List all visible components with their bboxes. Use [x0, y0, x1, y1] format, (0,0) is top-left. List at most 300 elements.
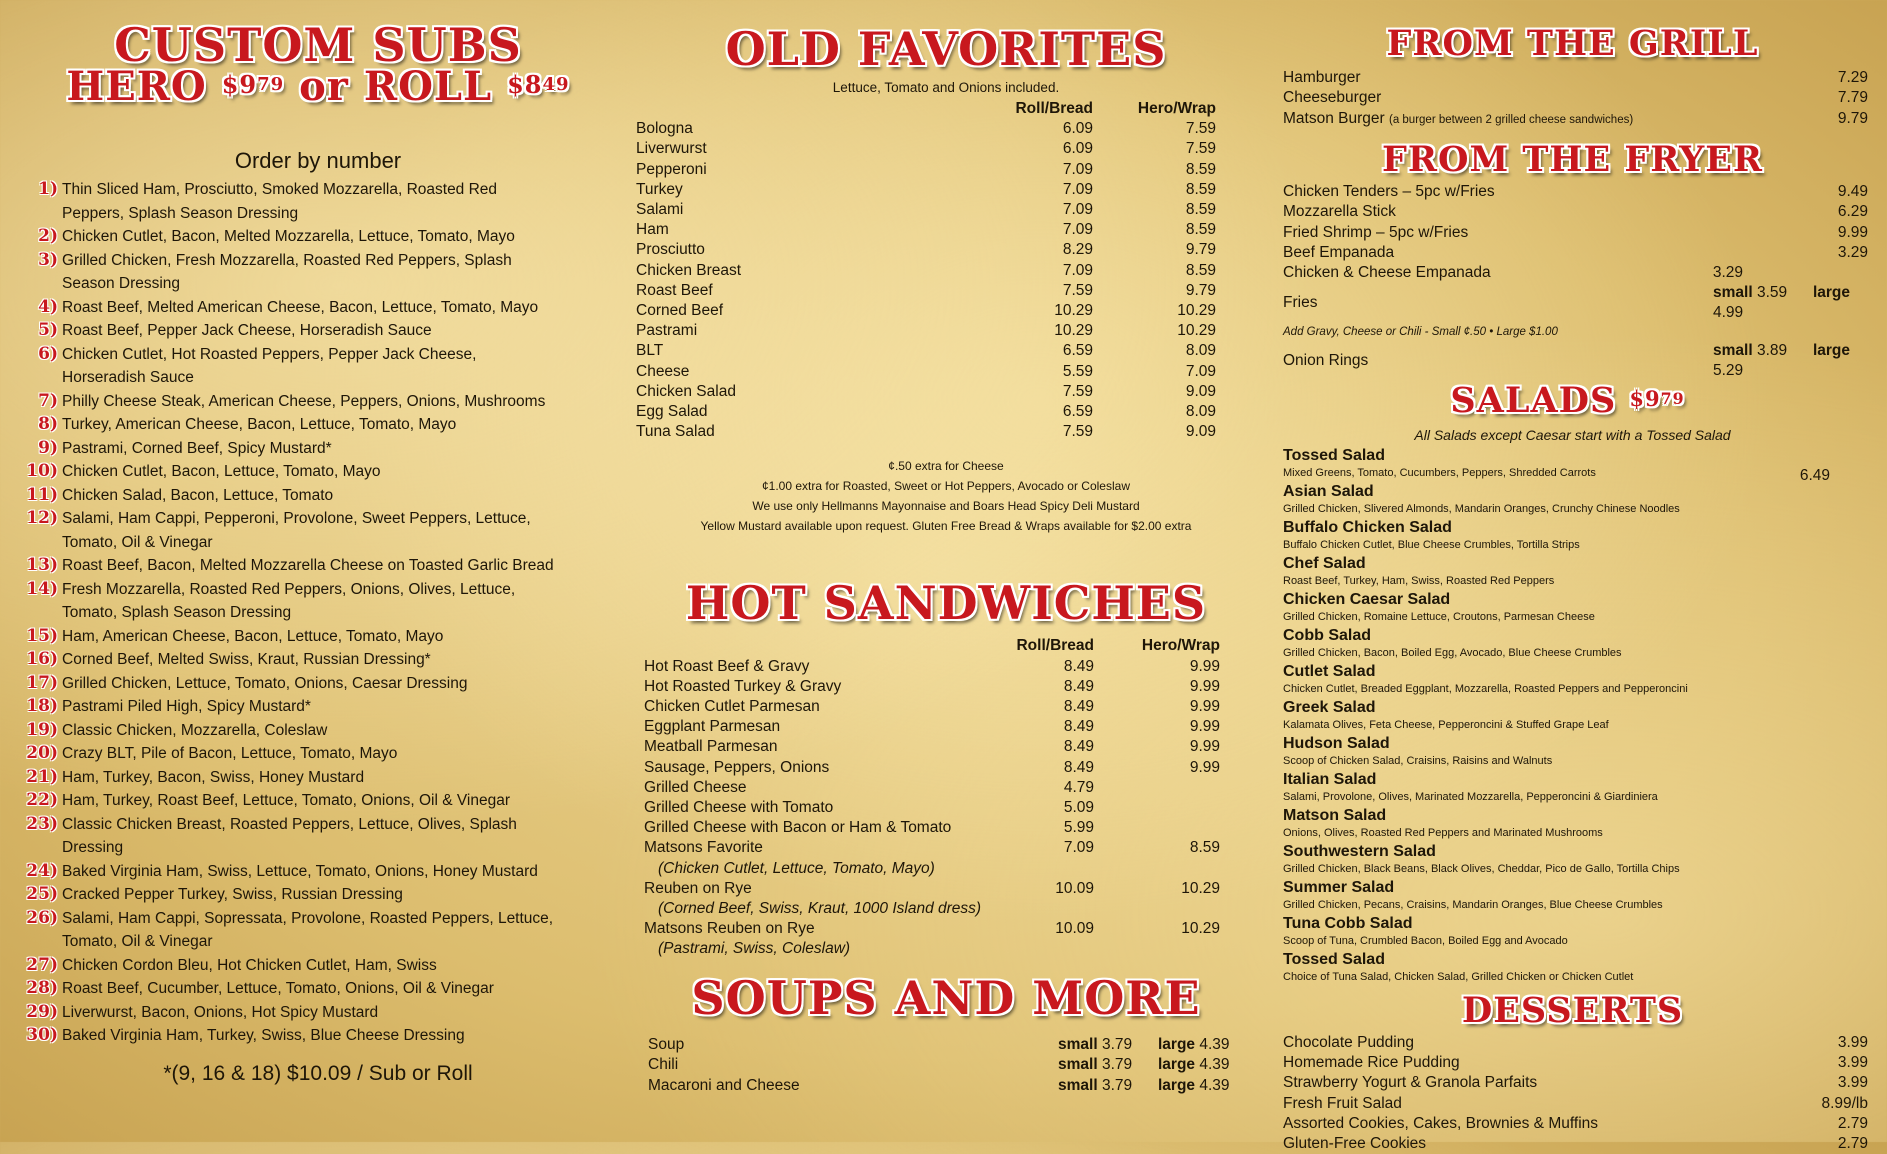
item-name: Salami — [636, 201, 684, 219]
sub-number: 24) — [26, 860, 58, 881]
roll-price: 8.49 — [1063, 698, 1094, 716]
soup-row — [648, 1035, 1248, 1055]
sub-item — [18, 319, 618, 343]
fryer-row — [1283, 243, 1868, 263]
salad-description: Salami, Provolone, Olives, Marinated Mozzarella, Pepperoncini & Giardiniera — [1283, 791, 1658, 804]
salad-description: Grilled Chicken, Black Beans, Black Olives, Cheddar, Pico de Gallo, Tortilla Chips — [1283, 863, 1680, 876]
sub-item — [18, 883, 618, 907]
salads-title: SALADS — [1450, 380, 1617, 422]
sub-item — [18, 1001, 618, 1025]
sub-number: 5) — [38, 320, 58, 340]
sub-item — [18, 507, 618, 554]
sub-number: 10) — [26, 461, 58, 481]
sub-number: 17) — [26, 672, 58, 693]
custom-subs-title: CUSTOM SUBS — [114, 18, 522, 72]
sub-item — [18, 695, 618, 719]
old-favorite-row — [636, 220, 1256, 240]
old-favorites-subtitle: Lettuce, Tomato and Onions included. — [832, 80, 1060, 95]
sub-item — [18, 460, 618, 484]
item-ingredients: (Corned Beef, Swiss, Kraut, 1000 Island dress) — [658, 899, 982, 917]
old-favorite-row — [636, 362, 1256, 382]
salad-name: Greek Salad — [1283, 699, 1376, 717]
fries-addon-note: Add Gravy, Cheese or Chili - Small ¢.50 • Large $1.00 — [1283, 325, 1558, 338]
sub-description: Roast Beef, Pepper Jack Cheese, Horseradish Sauce — [62, 322, 432, 339]
old-favorite-row — [636, 160, 1256, 180]
or-label: or — [299, 63, 349, 110]
sub-number: 9) — [38, 437, 58, 458]
hot-sandwich-row — [644, 919, 1256, 939]
hero-cents: 79 — [257, 74, 285, 95]
sub-number: 2) — [38, 226, 58, 246]
item-name: Strawberry Yogurt & Granola Parfaits — [1283, 1074, 1538, 1092]
sub-item — [18, 719, 618, 743]
item-name: Grilled Cheese with Tomato — [644, 799, 834, 817]
salad-item — [1283, 663, 1870, 699]
sub-number: 25) — [26, 884, 58, 904]
fryer-row — [1283, 263, 1868, 283]
old-favorite-row — [636, 261, 1256, 281]
item-price: 2.79 — [1837, 1135, 1868, 1153]
salad-item — [1283, 699, 1870, 735]
dessert-row — [1283, 1114, 1868, 1134]
fries-large-price: 4.99 — [1713, 304, 1744, 322]
old-favorite-row — [636, 301, 1256, 321]
item-name: Tuna Salad — [636, 423, 715, 441]
large-label: large — [1158, 1056, 1196, 1074]
order-by-number-label: Order by number — [234, 148, 402, 173]
item-name: Reuben on Rye — [644, 879, 752, 897]
sub-description: Roast Beef, Melted American Cheese, Bacon, Lettuce, Tomato, Mayo — [62, 298, 539, 316]
hot-sandwich-row — [644, 737, 1256, 757]
hero-price: 7.09 — [1185, 362, 1216, 380]
item-name: Pepperoni — [636, 160, 707, 178]
roll-price: 8.29 — [1062, 241, 1093, 259]
item-name: Chocolate Pudding — [1283, 1034, 1414, 1052]
salad-description: Scoop of Chicken Salad, Craisins, Raisins and Walnuts — [1283, 755, 1553, 768]
hot-sandwich-row — [644, 657, 1256, 677]
hero-price: 8.59 — [1185, 180, 1216, 198]
soup-row — [648, 1076, 1248, 1096]
hero-price: 8.59 — [1185, 261, 1216, 279]
item-price: 6.29 — [1837, 203, 1868, 221]
large-price: 4.39 — [1199, 1036, 1230, 1054]
salad-item — [1283, 591, 1870, 627]
sub-item — [18, 578, 618, 625]
item-price: 3.99 — [1837, 1054, 1868, 1072]
small-label: small — [1058, 1076, 1098, 1094]
roll-price: 8.49 — [1063, 758, 1094, 776]
sub-description: Philly Cheese Steak, American Cheese, Peppers, Onions, Mushrooms — [62, 392, 546, 410]
custom-subs-section — [18, 0, 618, 1142]
old-favorite-row — [636, 240, 1256, 260]
small-price-cell — [1058, 1035, 1158, 1055]
hero-price: 9.99 — [1189, 738, 1220, 756]
item-name: Fresh Fruit Salad — [1283, 1094, 1402, 1112]
sub-number: 27) — [26, 954, 58, 975]
large-price-cell — [1158, 1055, 1248, 1075]
sub-item — [18, 954, 618, 978]
large-price: 4.39 — [1199, 1076, 1230, 1094]
sub-number: 12) — [26, 508, 58, 528]
item-name: Chicken Breast — [636, 261, 742, 279]
dessert-row — [1283, 1053, 1868, 1073]
item-name: Ham — [636, 221, 669, 239]
hero-price: 8.09 — [1185, 403, 1216, 421]
salad-item — [1283, 627, 1870, 663]
sub-description: Corned Beef, Melted Swiss, Kraut, Russian Dressing* — [62, 651, 431, 668]
salad-description: Grilled Chicken, Pecans, Craisins, Mandarin Oranges, Blue Cheese Crumbles — [1283, 899, 1663, 912]
roll-price: 6.59 — [1062, 403, 1093, 421]
sub-item — [18, 907, 618, 954]
right-column — [1275, 0, 1870, 1153]
sub-item — [18, 672, 618, 696]
sub-number: 28) — [26, 978, 58, 998]
large-price: 4.39 — [1199, 1056, 1230, 1074]
item-price: 9.49 — [1837, 183, 1868, 201]
sub-number: 15) — [26, 625, 58, 646]
sub-number: 7) — [38, 390, 58, 411]
roll-price: 7.09 — [1062, 221, 1093, 239]
item-name: Chicken Salad — [636, 382, 736, 400]
grill-row — [1283, 68, 1868, 88]
sub-description: Roast Beef, Cucumber, Lettuce, Tomato, Onions, Oil & Vinegar — [62, 980, 494, 997]
item-name: Hot Roast Beef & Gravy — [644, 657, 810, 675]
sub-number: 8) — [38, 414, 58, 434]
salad-item — [1283, 519, 1870, 555]
fries-large-label: large — [1812, 284, 1851, 302]
hot-sandwich-subnote-row — [644, 939, 1256, 959]
hero-price — [1094, 778, 1220, 798]
roll-price: 7.09 — [1062, 160, 1093, 178]
roll-price: 7.09 — [1062, 180, 1093, 198]
sub-number: 22) — [26, 790, 58, 810]
roll-price: 8.49 — [1063, 677, 1094, 695]
sub-description: Ham, Turkey, Bacon, Swiss, Honey Mustard — [62, 768, 365, 786]
sub-number: 1) — [38, 179, 58, 199]
item-name: Matson Burger — [1283, 109, 1385, 127]
item-name: Homemade Rice Pudding — [1283, 1054, 1460, 1072]
old-favorites-table — [636, 99, 1256, 442]
item-price: 9.99 — [1837, 223, 1868, 241]
grill-title: FROM THE GRILL — [1386, 23, 1759, 64]
soups-title: SOUPS AND MORE — [691, 971, 1201, 1026]
item-name: Pastrami — [636, 322, 698, 340]
old-favorites-title: OLD FAVORITES — [725, 22, 1167, 76]
hero-price: 9.79 — [1185, 241, 1216, 259]
salad-item — [1283, 555, 1870, 591]
sub-item — [18, 860, 618, 884]
salad-description: Grilled Chicken, Romaine Lettuce, Croutons, Parmesan Cheese — [1283, 611, 1595, 624]
salad-item — [1283, 951, 1870, 987]
roll-price: 8.49 — [1063, 718, 1094, 736]
item-price: 7.79 — [1837, 89, 1868, 107]
item-name: BLT — [636, 342, 664, 360]
item-price: 7.29 — [1837, 69, 1868, 86]
sub-item — [18, 766, 618, 790]
roll-price: 10.29 — [1054, 322, 1093, 340]
hero-price: 9.09 — [1185, 382, 1216, 400]
item-name: Mozzarella Stick — [1283, 203, 1396, 221]
hero-label: HERO — [66, 63, 207, 110]
roll-price: 6.09 — [1062, 140, 1093, 158]
sub-item — [18, 789, 618, 813]
roll-price: 4.79 — [1063, 778, 1094, 796]
salad-description: Scoop of Tuna, Crumbled Bacon, Boiled Egg and Avocado — [1283, 935, 1568, 948]
hero-price — [1094, 818, 1220, 838]
dessert-row — [1283, 1073, 1868, 1093]
sub-item — [18, 742, 618, 766]
item-name: Fried Shrimp – 5pc w/Fries — [1283, 223, 1469, 241]
hero-price: 9.99 — [1189, 758, 1220, 776]
hero-price: 8.59 — [1185, 221, 1216, 239]
item-ingredients: (Pastrami, Swiss, Coleslaw) — [658, 940, 851, 958]
sub-description: Grilled Chicken, Fresh Mozzarella, Roasted Red Peppers, Splash Season Dressing — [62, 251, 512, 292]
small-label: small — [1058, 1056, 1098, 1074]
roll-price: 5.99 — [1063, 819, 1094, 837]
fries-label: Fries — [1283, 294, 1318, 312]
small-price: 3.79 — [1101, 1056, 1133, 1074]
fryer-table — [1283, 182, 1868, 381]
hero-price: 10.29 — [1177, 302, 1216, 320]
salad-description: Buffalo Chicken Cutlet, Blue Cheese Crumbles, Tortilla Strips — [1283, 539, 1580, 552]
item-name: Macaroni and Cheese — [648, 1076, 800, 1094]
hero-price: 8.59 — [1185, 160, 1216, 178]
rings-small-price: 3.89 — [1756, 341, 1788, 359]
onion-rings-row — [1283, 341, 1868, 381]
sub-description: Fresh Mozzarella, Roasted Red Peppers, Onions, Olives, Lettuce, Tomato, Splash Season Dressing — [62, 580, 516, 621]
sub-item — [18, 625, 618, 649]
sub-number: 4) — [38, 296, 58, 317]
salad-description: Grilled Chicken, Bacon, Boiled Egg, Avocado, Blue Cheese Crumbles — [1283, 647, 1622, 660]
item-name: Assorted Cookies, Cakes, Brownies & Muffins — [1283, 1114, 1599, 1132]
roll-price: 7.09 — [1062, 201, 1093, 219]
salad-name: Buffalo Chicken Salad — [1283, 519, 1452, 537]
sub-description: Ham, American Cheese, Bacon, Lettuce, Tomato, Mayo — [62, 627, 444, 645]
hot-sandwich-row — [644, 838, 1256, 858]
hero-price: 10.29 — [1181, 879, 1220, 897]
old-favorite-row — [636, 119, 1256, 139]
old-favorite-row — [636, 341, 1256, 361]
sub-item — [18, 390, 618, 414]
large-price-cell — [1158, 1076, 1248, 1096]
item-ingredients: (Chicken Cutlet, Lettuce, Tomato, Mayo) — [658, 859, 935, 877]
hot-sandwich-row — [644, 697, 1256, 717]
item-name-cell — [1283, 68, 1822, 88]
item-price: 3.29 — [1837, 243, 1868, 261]
hero-price: 7.59 — [1185, 140, 1216, 158]
hot-sandwiches-table — [644, 636, 1256, 959]
salad-description: Onions, Olives, Roasted Red Peppers and Marinated Mushrooms — [1283, 827, 1603, 840]
salad-name: Matson Salad — [1283, 807, 1387, 825]
roll-cents: 49 — [542, 74, 570, 95]
hot-sandwich-subnote-row — [644, 899, 1256, 919]
item-name-cell — [1283, 109, 1822, 130]
fries-small-price: 3.59 — [1756, 284, 1788, 302]
roll-price: 10.09 — [1055, 919, 1094, 937]
sub-description: Baked Virginia Ham, Turkey, Swiss, Blue Cheese Dressing — [62, 1027, 465, 1044]
sub-number: 16) — [26, 649, 58, 669]
roll-price: 7.59 — [1062, 382, 1093, 400]
sub-description: Turkey, American Cheese, Bacon, Lettuce, Tomato, Mayo — [62, 416, 457, 433]
small-label: small — [1058, 1036, 1098, 1054]
large-label: large — [1158, 1076, 1196, 1094]
item-name: Beef Empanada — [1283, 243, 1395, 261]
item-price: 2.79 — [1837, 1114, 1868, 1132]
large-label: large — [1158, 1036, 1196, 1054]
sub-description: Crazy BLT, Pile of Bacon, Lettuce, Tomato, Mayo — [62, 745, 398, 762]
salad-item — [1283, 735, 1870, 771]
dessert-row — [1283, 1033, 1868, 1053]
item-name-cell — [1283, 88, 1822, 108]
old-favorites-note: Yellow Mustard available upon request. Gluten Free Bread & Wraps available for $2.00 extra — [700, 519, 1192, 534]
salad-item — [1283, 771, 1870, 807]
old-favorites-note: ¢.50 extra for Cheese — [888, 459, 1004, 474]
item-name: Bologna — [636, 120, 693, 138]
sub-number: 18) — [26, 696, 58, 716]
roll-price: 5.59 — [1062, 362, 1093, 380]
sub-item — [18, 178, 618, 225]
roll-price: $8 — [507, 70, 543, 99]
large-price-cell — [1158, 1035, 1248, 1055]
salad-name: Southwestern Salad — [1283, 843, 1436, 861]
salad-item — [1283, 447, 1870, 483]
sub-description: Pastrami Piled High, Spicy Mustard* — [62, 698, 311, 715]
sub-number: 3) — [38, 249, 58, 270]
item-name: Sausage, Peppers, Onions — [644, 758, 830, 776]
salad-price: 6.49 — [1799, 467, 1830, 485]
old-favorite-row — [636, 180, 1256, 200]
salad-name: Chicken Caesar Salad — [1283, 591, 1451, 609]
salad-description: Mixed Greens, Tomato, Cucumbers, Peppers, Shredded Carrots — [1283, 467, 1596, 480]
salad-description: Kalamata Olives, Feta Cheese, Pepperoncini & Stuffed Grape Leaf — [1283, 719, 1609, 732]
soup-row — [648, 1055, 1248, 1075]
item-name: Meatball Parmesan — [644, 738, 778, 756]
roll-price: 10.29 — [1054, 302, 1093, 320]
old-favorite-row — [636, 402, 1256, 422]
sub-description: Thin Sliced Ham, Prosciutto, Smoked Mozzarella, Roasted Red Peppers, Splash Season Dressing — [62, 181, 498, 222]
item-name: Chili — [648, 1056, 679, 1074]
salad-description: Chicken Cutlet, Breaded Eggplant, Mozzarella, Roasted Peppers and Pepperoncini — [1283, 683, 1688, 696]
old-favorites-note: We use only Hellmanns Mayonnaise and Boars Head Spicy Deli Mustard — [752, 499, 1140, 514]
hero-price: 7.59 — [1185, 120, 1216, 138]
hero-price — [1094, 798, 1220, 818]
old-favorite-row — [636, 281, 1256, 301]
hot-sandwich-subnote-row — [644, 859, 1256, 879]
sub-item — [18, 413, 618, 437]
hot-sandwich-row — [644, 778, 1256, 798]
item-name: Matsons Favorite — [644, 839, 763, 857]
dessert-row — [1283, 1134, 1868, 1154]
item-price: 3.99 — [1837, 1074, 1868, 1092]
item-name: Matsons Reuben on Rye — [644, 919, 815, 937]
sub-item — [18, 554, 618, 578]
fryer-title: FROM THE FRYER — [1382, 139, 1763, 181]
fries-row — [1283, 283, 1868, 323]
hero-price: 9.99 — [1189, 677, 1220, 695]
sub-description: Chicken Cutlet, Bacon, Melted Mozzarella, Lettuce, Tomato, Mayo — [62, 228, 515, 245]
old-favorites-note: ¢1.00 extra for Roasted, Sweet or Hot Peppers, Avocado or Coleslaw — [762, 479, 1130, 494]
hero-price: 8.59 — [1189, 839, 1220, 857]
item-name: Liverwurst — [636, 140, 707, 158]
sub-number: 11) — [26, 484, 58, 505]
old-favorites-notes — [636, 456, 1256, 536]
salad-name: Cobb Salad — [1283, 627, 1372, 645]
sub-item — [18, 813, 618, 860]
sub-item — [18, 648, 618, 672]
sub-description: Ham, Turkey, Roast Beef, Lettuce, Tomato, Onions, Oil & Vinegar — [62, 792, 510, 809]
salad-name: Italian Salad — [1283, 771, 1377, 789]
hero-price: 9.99 — [1189, 698, 1220, 716]
old-favorite-row — [636, 139, 1256, 159]
sub-description: Chicken Cordon Bleu, Hot Chicken Cutlet, Ham, Swiss — [62, 956, 437, 974]
hot-sandwich-row — [644, 798, 1256, 818]
roll-price: 10.09 — [1055, 879, 1094, 897]
item-price: 9.79 — [1837, 110, 1868, 128]
salad-item — [1283, 483, 1870, 519]
roll-price: 7.59 — [1062, 281, 1093, 299]
sub-description: Cracked Pepper Turkey, Swiss, Russian Dressing — [62, 886, 403, 903]
old-favorite-row — [636, 382, 1256, 402]
salad-name: Chef Salad — [1283, 555, 1366, 573]
dessert-row — [1283, 1094, 1868, 1114]
grill-row — [1283, 109, 1868, 130]
salad-item — [1283, 879, 1870, 915]
hero-price: 9.79 — [1185, 281, 1216, 299]
roll-price: 7.09 — [1062, 261, 1093, 279]
sub-number: 20) — [26, 743, 58, 763]
item-price: 3.29 — [1712, 264, 1743, 282]
salad-item — [1283, 915, 1870, 951]
sub-description: Salami, Ham Cappi, Sopressata, Provolone, Roasted Peppers, Lettuce, Tomato, Oil & Vinegar — [62, 909, 554, 950]
sub-description: Roast Beef, Bacon, Melted Mozzarella Cheese on Toasted Garlic Bread — [62, 557, 554, 574]
item-name: Hamburger — [1283, 69, 1361, 86]
desserts-title: DESSERTS — [1461, 990, 1684, 1032]
sub-number: 29) — [26, 1001, 58, 1022]
sub-item — [18, 977, 618, 1001]
salad-name: Tossed Salad — [1283, 447, 1385, 465]
item-name: Chicken & Cheese Empanada — [1283, 264, 1491, 282]
item-name: Prosciutto — [636, 241, 705, 259]
grill-row — [1283, 88, 1868, 108]
sub-description: Chicken Salad, Bacon, Lettuce, Tomato — [62, 486, 334, 504]
hs-hero-wrap-header: Hero/Wrap — [1141, 637, 1220, 655]
fries-small-label: small — [1713, 284, 1753, 302]
salad-name: Summer Salad — [1283, 879, 1395, 897]
roll-price: 7.59 — [1062, 423, 1093, 441]
item-name: Cheese — [636, 362, 690, 380]
sub-number: 19) — [26, 719, 58, 740]
sub-item — [18, 249, 618, 296]
small-price: 3.79 — [1101, 1076, 1133, 1094]
sub-description: Liverwurst, Bacon, Onions, Hot Spicy Mustard — [62, 1003, 379, 1021]
rings-large-label: large — [1812, 341, 1851, 359]
grill-table — [1283, 68, 1868, 130]
item-note: (a burger between 2 grilled cheese sandwiches) — [1388, 113, 1634, 126]
rings-small-label: small — [1713, 341, 1753, 359]
hero-price: 10.29 — [1177, 322, 1216, 340]
salad-name: Tossed Salad — [1283, 951, 1385, 969]
sub-item — [18, 225, 618, 249]
sub-number: 26) — [26, 907, 58, 928]
item-name: Egg Salad — [636, 403, 708, 421]
small-price: 3.79 — [1101, 1036, 1133, 1054]
salad-item — [1283, 843, 1870, 879]
sub-description: Grilled Chicken, Lettuce, Tomato, Onions, Caesar Dressing — [62, 674, 468, 692]
hero-price: 9.99 — [1189, 718, 1220, 736]
roll-price: 5.09 — [1063, 799, 1094, 817]
sub-item — [18, 484, 618, 508]
hot-sandwich-row — [644, 677, 1256, 697]
